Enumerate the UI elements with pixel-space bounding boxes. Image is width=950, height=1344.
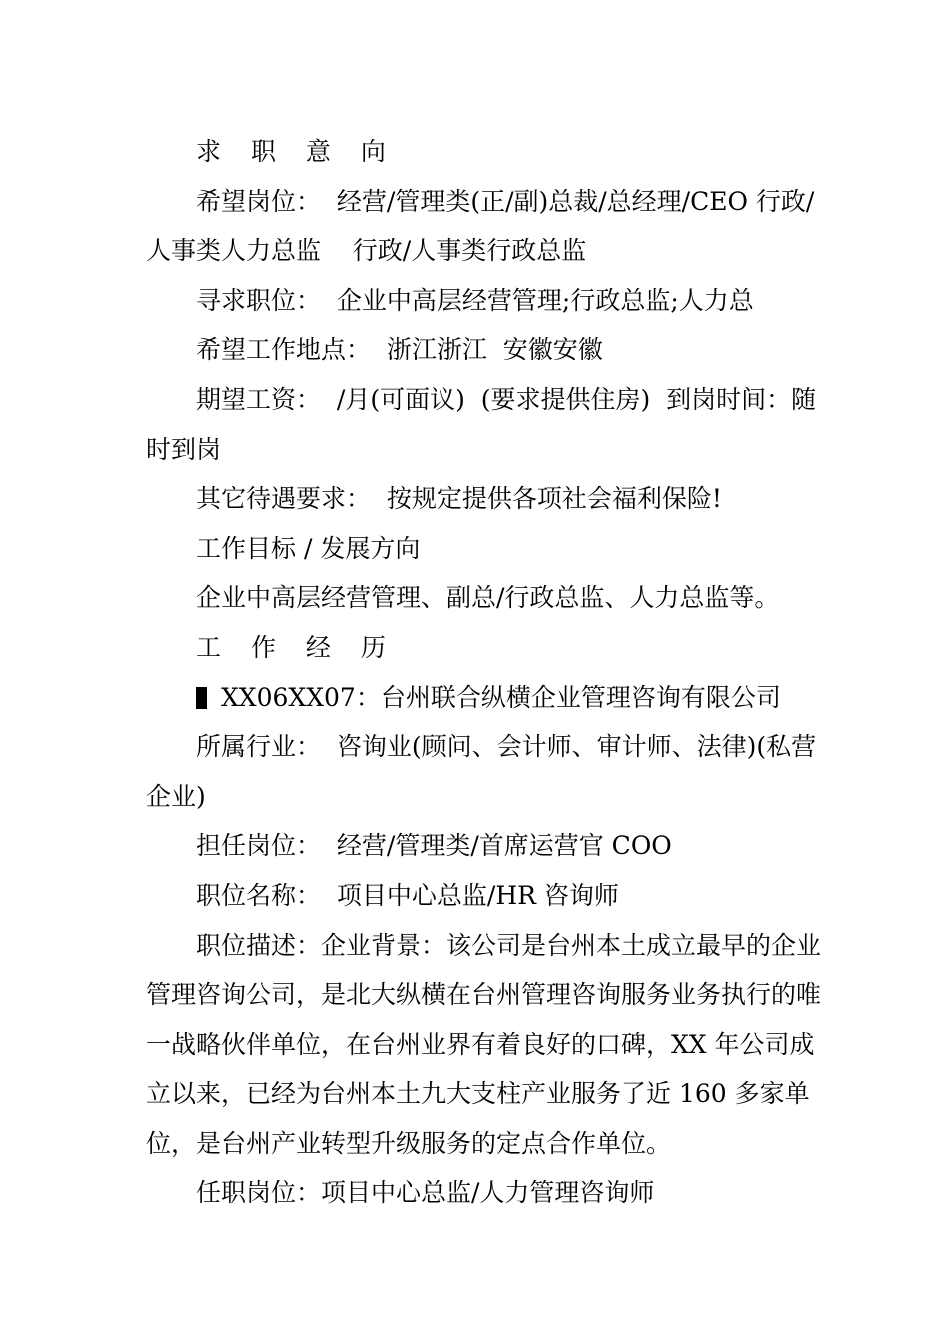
section-heading-job-intention: 求 职 意 向 xyxy=(196,137,397,166)
bullet-square-icon xyxy=(196,687,207,709)
job-role: 任职岗位：项目中心总监/人力管理咨询师 xyxy=(196,1178,655,1208)
document-body xyxy=(146,127,826,1218)
goal-text: 企业中高层经营管理、副总/行政总监、人力总监等。 xyxy=(196,583,780,613)
held-position: 担任岗位： 经营/管理类/首席运营官 COO xyxy=(196,831,672,861)
section-heading-work-experience: 工 作 经 历 xyxy=(196,632,397,662)
position-title: 职位名称： 项目中心总监/HR 咨询师 xyxy=(196,880,619,910)
industry: 所属行业： 咨询业(顾问、会计师、审计师、法律)(私营企业) xyxy=(146,732,817,811)
expected-salary: 期望工资： /月(可面议) (要求提供住房) 到岗时间：随时到岗 xyxy=(146,384,817,464)
other-benefits: 其它待遇要求： 按规定提供各项社会福利保险! xyxy=(196,484,722,514)
desired-position: 希望岗位： 经营/管理类(正/副)总裁/总经理/CEO 行政/人事类人力总监 行政/人事类行政总监 xyxy=(146,186,815,266)
desired-location: 希望工作地点： 浙江浙江 安徽安徽 xyxy=(196,335,603,365)
goal-heading: 工作目标 / 发展方向 xyxy=(196,533,421,563)
experience-entry xyxy=(146,673,826,723)
sought-position: 寻求职位： 企业中高层经营管理;行政总监;人力总 xyxy=(196,285,754,315)
experience-company: XX06XX07：台州联合纵横企业管理咨询有限公司 xyxy=(221,682,781,712)
position-description: 职位描述：企业背景：该公司是台州本土成立最早的企业管理咨询公司，是北大纵横在台州管理咨询服务业务执行的唯一战略伙伴单位，在台州业界有着良好的口碑，XX 年公司成立以来，已经为台州本土九大支柱产业服务了近 160 多家单位，是台州产业转型升级服务的定点合作单位。 xyxy=(146,930,822,1158)
